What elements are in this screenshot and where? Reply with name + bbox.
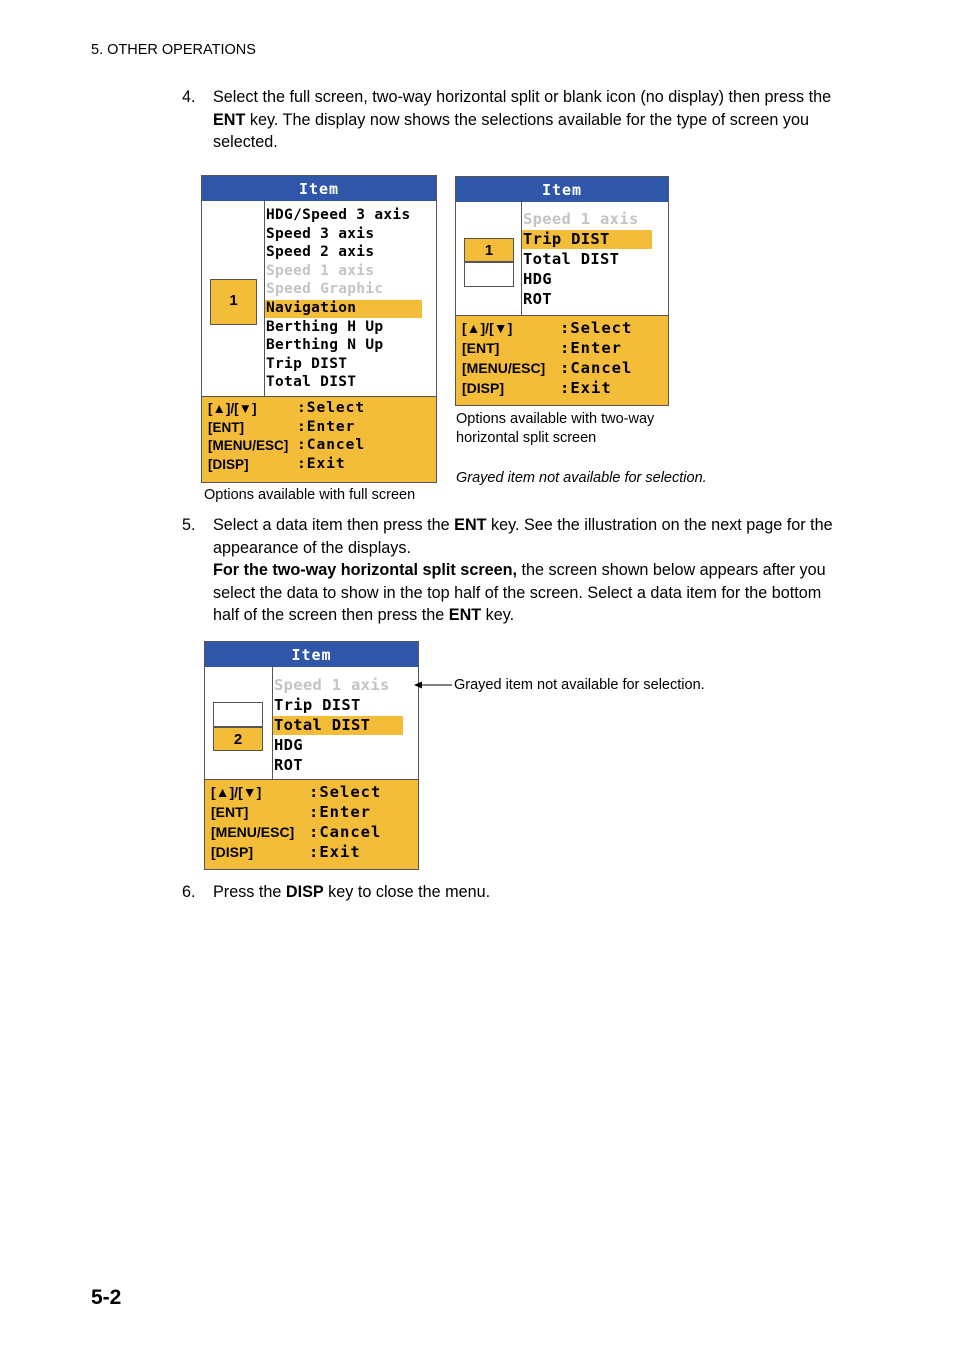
menu-item[interactable]: Berthing H Up	[266, 318, 384, 335]
key-guide-action: :Select	[560, 319, 633, 337]
menu-item[interactable]: Trip DIST	[522, 230, 652, 249]
screen-number: 1	[229, 292, 238, 309]
step-text-d: key.	[481, 606, 515, 624]
step-bold-lead: For the two-way horizontal split screen,	[213, 561, 518, 579]
menu-item[interactable]: Berthing N Up	[266, 337, 384, 354]
key-guide-key: [ENT]	[211, 804, 249, 820]
menu-item[interactable]: HDG	[523, 270, 552, 288]
caption-full-screen: Options available with full screen	[204, 487, 416, 503]
screen-number: 1	[484, 242, 494, 259]
screen-icon-bottom-half[interactable]	[464, 262, 514, 287]
key-guide	[456, 315, 668, 405]
menu-title: Item	[202, 176, 436, 201]
page-number: 5-2	[91, 1286, 122, 1309]
key-guide-key: [▲]/[▼]	[208, 401, 257, 416]
running-header: 5. OTHER OPERATIONS	[91, 42, 256, 58]
key-name: ENT	[213, 110, 246, 129]
step-text-a: Select a data item then press the	[213, 516, 455, 534]
item-list	[272, 667, 419, 780]
menu-item[interactable]: Total DIST	[523, 250, 620, 268]
item-menu-split-top	[455, 176, 669, 406]
key-name: ENT	[448, 606, 482, 624]
key-name: DISP	[285, 883, 324, 901]
key-guide-action: :Exit	[297, 455, 346, 472]
step-number: 5.	[182, 516, 196, 534]
key-guide-key: [MENU/ESC]	[462, 360, 546, 376]
caption-split-screen	[456, 410, 654, 448]
menu-item[interactable]: ROT	[523, 290, 552, 308]
menu-item[interactable]: Total DIST	[266, 374, 357, 391]
screen-icon-top-half[interactable]	[213, 702, 263, 727]
key-guide-action: :Cancel	[560, 359, 633, 377]
step-text	[213, 86, 843, 154]
menu-title: Item	[456, 177, 668, 202]
menu-item[interactable]: Navigation	[265, 300, 422, 318]
key-guide-action: :Exit	[560, 379, 612, 397]
menu-item[interactable]: Speed 2 axis	[266, 244, 375, 261]
key-guide-key: [MENU/ESC]	[208, 438, 289, 454]
screen-icon-full[interactable]	[210, 279, 257, 325]
menu-title: Item	[205, 642, 418, 667]
key-guide-key: [ENT]	[462, 340, 500, 356]
step-text-c: the screen shown below appears after you select the data to show in the top half of the screen. Select a data item for the bottom half of the screen then press the	[213, 561, 826, 624]
key-guide-action: :Select	[309, 783, 382, 801]
menu-item[interactable]: Total DIST	[273, 716, 403, 735]
key-guide-action: :Enter	[297, 418, 356, 435]
item-menu-full-screen	[201, 175, 437, 483]
step-text	[213, 881, 843, 904]
step-text	[213, 514, 843, 627]
key-guide	[202, 396, 436, 482]
annotation-arrow	[412, 678, 454, 692]
key-name: ENT	[454, 516, 487, 534]
grayed-annotation: Grayed item not available for selection.	[454, 677, 705, 693]
menu-item: Speed Graphic	[266, 281, 384, 298]
key-guide-key: [DISP]	[462, 380, 504, 396]
screen-icon-top-half[interactable]	[464, 238, 514, 262]
menu-item: Speed 1 axis	[266, 262, 375, 279]
step-number: 4.	[182, 88, 196, 106]
menu-item[interactable]: HDG	[274, 736, 303, 754]
key-guide	[205, 779, 418, 869]
menu-item[interactable]: ROT	[274, 756, 303, 774]
key-guide-key: [DISP]	[211, 844, 253, 860]
key-guide-action: :Cancel	[297, 437, 366, 454]
screen-number: 2	[233, 731, 243, 748]
menu-item[interactable]: Trip DIST	[274, 696, 361, 714]
key-guide-action: :Exit	[309, 843, 361, 861]
step-text-a: Press the	[213, 883, 286, 901]
caption-line-2: horizontal split screen	[456, 430, 597, 446]
screen-icon-bottom-half[interactable]	[213, 727, 263, 751]
key-guide-action: :Select	[297, 400, 366, 416]
key-guide-key: [▲]/[▼]	[211, 784, 262, 800]
key-guide-key: [ENT]	[208, 419, 244, 435]
caption-line-1: Options available with two-way	[456, 411, 655, 427]
item-menu-split-bottom	[204, 641, 419, 870]
step-number: 6.	[182, 883, 196, 901]
step-text-a: Select the full screen, two-way horizontal split or blank icon (no display) then press the	[213, 88, 832, 106]
key-guide-action: :Cancel	[309, 823, 382, 841]
menu-item: Speed 1 axis	[523, 210, 639, 228]
step-text-b: key. The display now shows the selections available for the type of screen you selected.	[213, 110, 809, 151]
step-text-b: key to close the menu.	[323, 883, 491, 901]
step-text-b: key. See the illustration on the next page for the appearance of the displays.	[213, 516, 833, 557]
key-guide-key: [DISP]	[208, 456, 249, 472]
menu-item[interactable]: Trip DIST	[266, 355, 348, 372]
item-list	[264, 201, 437, 398]
key-guide-action: :Enter	[309, 803, 371, 821]
menu-item: Speed 1 axis	[274, 676, 390, 694]
menu-item[interactable]: Speed 3 axis	[266, 225, 375, 242]
item-list	[521, 202, 669, 316]
key-guide-key: [MENU/ESC]	[211, 824, 295, 840]
key-guide-action: :Enter	[560, 339, 622, 357]
grayed-note: Grayed item not available for selection.	[456, 470, 707, 486]
menu-item[interactable]: HDG/Speed 3 axis	[266, 207, 411, 223]
key-guide-key: [▲]/[▼]	[462, 320, 513, 336]
